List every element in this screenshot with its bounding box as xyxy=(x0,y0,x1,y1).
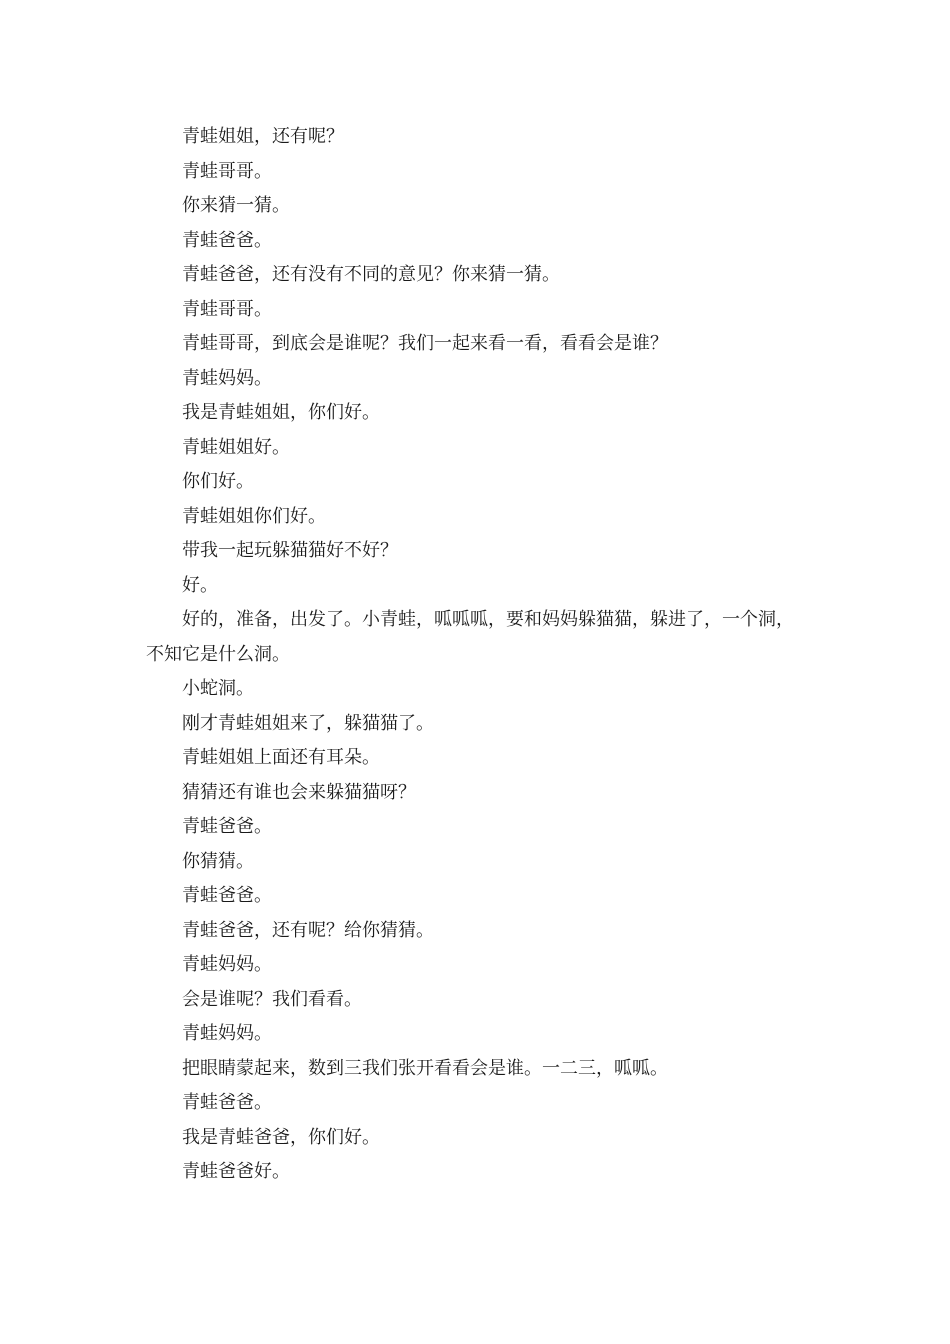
paragraph: 青蛙姐姐你们好。 xyxy=(182,505,326,527)
paragraph: 青蛙妈妈。 xyxy=(182,954,272,975)
paragraph: 青蛙哥哥。 xyxy=(182,160,272,182)
paragraph: 青蛙爸爸，还有呢？给你猜猜。 xyxy=(182,919,434,941)
paragraph: 小蛇洞。 xyxy=(182,678,254,699)
paragraph: 你来猜一猜。 xyxy=(182,195,290,216)
paragraph: 猜猜还有谁也会来躲猫猫呀？ xyxy=(182,781,416,803)
paragraph: 你猜猜。 xyxy=(182,850,254,872)
paragraph: 好。 xyxy=(182,574,218,596)
paragraph: 青蛙爸爸。 xyxy=(182,229,272,251)
paragraph: 青蛙姐姐上面还有耳朵。 xyxy=(182,747,380,768)
paragraph: 青蛙爸爸，还有没有不同的意见？你来猜一猜。 xyxy=(182,264,560,285)
paragraph: 青蛙爸爸。 xyxy=(182,885,272,906)
paragraph: 你们好。 xyxy=(182,471,254,492)
paragraph: 青蛙爸爸好。 xyxy=(182,1161,290,1182)
paragraph: 我是青蛙姐姐，你们好。 xyxy=(182,402,380,423)
paragraph: 青蛙妈妈。 xyxy=(182,1023,272,1044)
paragraph: 青蛙妈妈。 xyxy=(182,367,272,389)
paragraph: 带我一起玩躲猫猫好不好？ xyxy=(182,540,398,561)
paragraph: 青蛙哥哥，到底会是谁呢？我们一起来看一看，看看会是谁？ xyxy=(182,333,668,354)
paragraph: 好的，准备，出发了。小青蛙，呱呱呱，要和妈妈躲猫猫，躲进了，一个洞，不知它是什么洞。 xyxy=(146,609,794,665)
paragraph: 青蛙姐姐好。 xyxy=(182,436,290,458)
paragraph: 会是谁呢？我们看看。 xyxy=(182,988,362,1010)
document-body xyxy=(146,120,810,1190)
paragraph: 我是青蛙爸爸，你们好。 xyxy=(182,1126,380,1148)
paragraph: 青蛙爸爸。 xyxy=(182,816,272,837)
paragraph: 青蛙哥哥。 xyxy=(182,298,272,320)
paragraph: 青蛙姐姐，还有呢？ xyxy=(182,126,344,147)
paragraph: 刚才青蛙姐姐来了，躲猫猫了。 xyxy=(182,712,434,734)
paragraph: 青蛙爸爸。 xyxy=(182,1092,272,1113)
paragraph: 把眼睛蒙起来，数到三我们张开看看会是谁。一二三，呱呱。 xyxy=(182,1057,668,1079)
